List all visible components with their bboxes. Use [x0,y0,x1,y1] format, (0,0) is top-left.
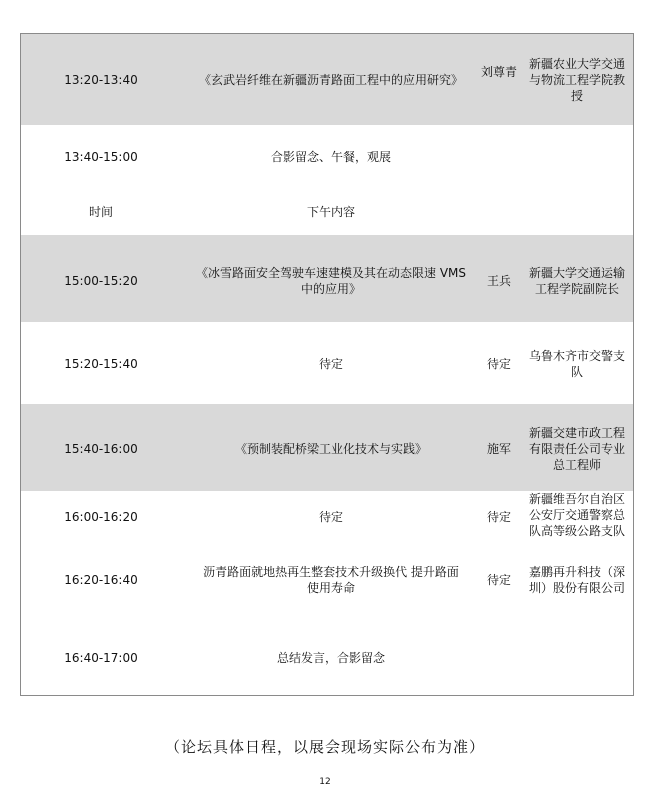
time-header: 时间 [88,205,113,219]
content-cell: 沥青路面就地热再生整套技术升级换代 提升路面 使用寿命 [203,565,459,595]
time-cell: 13:40-15:00 [64,150,138,164]
content-cell: 总结发言，合影留念 [276,651,385,665]
schedule-row [21,620,633,695]
schedule-table [20,33,634,696]
content-cell: 待定 [318,510,343,524]
org-cell: 嘉鹏再升科技（深 圳）股份有限公司 [528,565,625,595]
schedule-row [21,125,633,183]
schedule-row [21,546,633,620]
speaker-cell: 待定 [486,510,511,524]
time-cell: 13:20-13:40 [64,73,138,87]
speaker-cell: 刘尊青 [480,65,517,79]
content-cell: 《预制装配桥梁工业化技术与实践》 [234,442,427,456]
schedule-row [21,235,633,322]
time-cell: 15:40-16:00 [64,442,138,456]
org-cell: 新疆大学交通运输 工程学院副院长 [528,266,625,296]
org-cell: 新疆农业大学交通 与物流工程学院教 授 [528,57,625,103]
content-header: 下午内容 [306,205,355,219]
time-cell: 16:40-17:00 [64,651,138,665]
schedule-row [21,34,633,125]
schedule-row [21,491,633,546]
time-cell: 15:00-15:20 [64,274,138,288]
section-header-row [21,183,633,235]
speaker-cell: 施军 [486,442,511,456]
content-cell: 合影留念、午餐，观展 [270,150,391,164]
time-cell: 16:20-16:40 [64,573,138,587]
speaker-cell: 王兵 [486,274,511,288]
page-number: 12 [319,777,331,787]
content-cell: 《玄武岩纤维在新疆沥青路面工程中的应用研究》 [198,73,463,87]
content-cell: 待定 [318,357,343,371]
org-cell: 乌鲁木齐市交警支 队 [528,349,625,379]
content-cell: 《冰雪路面安全驾驶车速建模及其在动态限速 VMS 中的应用》 [196,266,466,296]
speaker-cell: 待定 [486,573,511,587]
speaker-cell: 待定 [486,357,511,371]
schedule-disclaimer: （论坛具体日程，以展会现场实际公布为准） [164,738,485,756]
org-cell: 新疆维吾尔自治区 公安厅交通警察总 队高等级公路支队 [528,492,625,538]
schedule-row [21,404,633,491]
time-cell: 16:00-16:20 [64,510,138,524]
schedule-row [21,322,633,404]
time-cell: 15:20-15:40 [64,357,138,371]
org-cell: 新疆交建市政工程 有限责任公司专业 总工程师 [528,426,625,472]
